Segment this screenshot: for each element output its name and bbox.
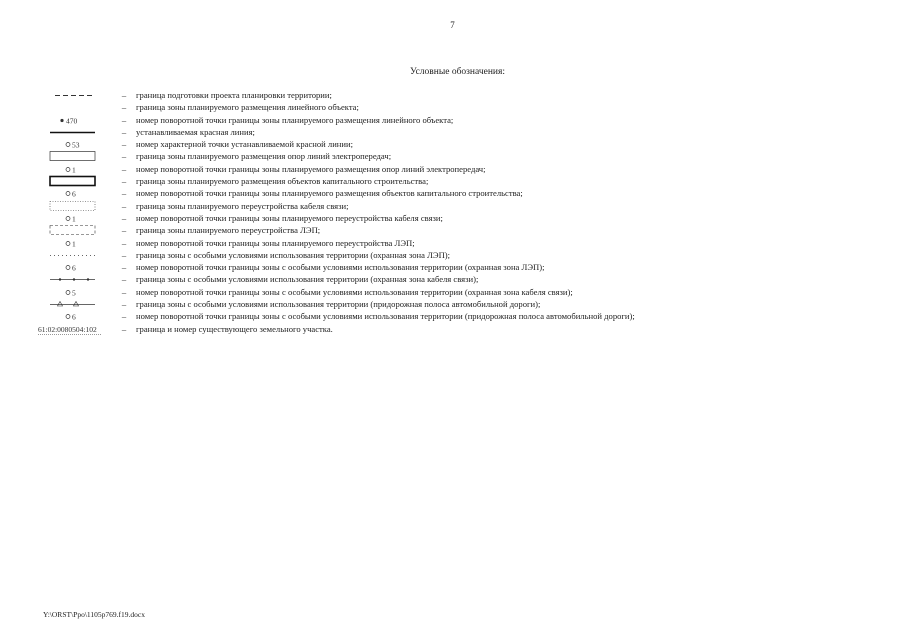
- legend-list: [38, 89, 718, 335]
- legend-text: номер поворотной точки границы зоны планируемого переустройства кабеля связи;: [136, 212, 443, 223]
- legend-dash: –: [121, 212, 127, 223]
- legend-row: [38, 310, 718, 322]
- legend-row: [38, 261, 718, 273]
- legend-row: [38, 187, 718, 199]
- thick-red-line-icon: [38, 126, 120, 138]
- legend-text: номер поворотной точки границы зоны планируемого переустройства ЛЭП;: [136, 237, 415, 248]
- legend-dash: –: [121, 90, 127, 100]
- point-number-label: 1: [72, 214, 76, 224]
- circle-point-icon: [38, 261, 120, 273]
- legend-dash: –: [121, 262, 127, 273]
- legend-text: граница зоны с особыми условиями использования территории (придорожная полоса автомобильной дороги);: [136, 299, 541, 310]
- legend-dash: –: [121, 286, 127, 297]
- legend-text: номер поворотной точки границы зоны с особыми условиями использования территории (придорожная полоса автомобильной дороги);: [136, 311, 635, 322]
- circle-point-icon: [38, 237, 120, 249]
- legend-dash: –: [121, 225, 127, 236]
- legend-text: граница подготовки проекта планировки территории;: [136, 90, 332, 100]
- legend-dash: –: [121, 163, 127, 174]
- legend-text: граница зоны планируемого размещения опор линий электропередач;: [136, 151, 392, 162]
- legend-dash: –: [121, 299, 127, 310]
- legend-text: граница зоны планируемого переустройства кабеля связи;: [136, 200, 349, 211]
- legend-dash: –: [121, 114, 127, 125]
- line-with-dots-icon: [38, 273, 120, 285]
- circle-point-icon: [38, 310, 120, 322]
- point-number-label: 1: [72, 238, 76, 248]
- legend-dash: –: [121, 237, 127, 248]
- page-number: 7: [450, 20, 455, 30]
- legend-dash: –: [121, 139, 127, 150]
- circle-point-icon: [38, 138, 120, 150]
- legend-text: граница и номер существующего земельного участка.: [136, 323, 333, 334]
- legend-dash: –: [121, 176, 127, 187]
- legend-text: номер поворотной точки границы зоны планируемого размещения опор линий электропередач;: [136, 163, 486, 174]
- dotted-line-icon: [38, 249, 120, 261]
- legend-text: номер характерной точки устанавливаемой красной линии;: [136, 139, 353, 150]
- legend-row: [38, 212, 718, 224]
- legend-row: [38, 286, 718, 298]
- legend-row: [38, 298, 718, 310]
- none-icon: [38, 101, 120, 113]
- legend-text: номер поворотной точки границы зоны планируемого размещения объектов капитального строительства;: [136, 188, 523, 199]
- parcel-number-label: 61:02:0080504:102: [38, 324, 97, 334]
- dotted-rectangle-icon: [38, 200, 120, 212]
- legend-row: [38, 323, 718, 335]
- legend-text: номер поворотной точки границы зоны планируемого размещения линейного объекта;: [136, 114, 454, 125]
- point-number-label: 6: [72, 312, 76, 322]
- legend-row: [38, 163, 718, 175]
- point-number-label: 470: [66, 115, 78, 125]
- legend-text: устанавливаемая красная линия;: [136, 126, 255, 137]
- legend-row: [38, 175, 718, 187]
- dot-point-icon: [38, 114, 120, 126]
- legend-title: Условные обозначения:: [409, 67, 505, 77]
- legend-row: [38, 200, 718, 212]
- point-number-label: 1: [72, 165, 76, 175]
- legend-row: [38, 249, 718, 261]
- point-number-label: 5: [72, 288, 76, 298]
- legend-row: [38, 273, 718, 285]
- legend-row: [38, 237, 718, 249]
- point-number-label: 6: [72, 263, 76, 273]
- circle-point-icon: [38, 163, 120, 175]
- legend-row: [38, 126, 718, 138]
- legend-dash: –: [121, 126, 127, 137]
- thin-rectangle-icon: [38, 150, 120, 162]
- legend-text: граница зоны планируемого переустройства ЛЭП;: [136, 225, 321, 236]
- legend-row: [38, 224, 718, 236]
- dashed-line-icon: [38, 89, 120, 101]
- point-number-label: 53: [72, 140, 80, 150]
- parcel-label-icon: [38, 323, 120, 335]
- circle-point-icon: [38, 187, 120, 199]
- legend-row: [38, 89, 718, 101]
- legend-row: [38, 101, 718, 113]
- point-number-label: 6: [72, 189, 76, 199]
- legend-dash: –: [121, 274, 127, 285]
- legend-dash: –: [121, 323, 127, 334]
- circle-point-icon: [38, 212, 120, 224]
- legend-text: номер поворотной точки границы зоны с особыми условиями использования территории (охранная зона кабеля связи);: [136, 286, 573, 297]
- line-with-triangles-icon: [38, 298, 120, 310]
- legend-dash: –: [121, 249, 127, 260]
- legend-text: граница зоны с особыми условиями использования территории (охранная зона ЛЭП);: [136, 249, 451, 260]
- legend-dash: –: [121, 200, 127, 211]
- legend-dash: –: [121, 102, 127, 113]
- legend-text: граница зоны с особыми условиями использования территории (охранная зона кабеля связи);: [136, 274, 479, 285]
- circle-point-icon: [38, 286, 120, 298]
- legend-row: [38, 138, 718, 150]
- legend-dash: –: [121, 151, 127, 162]
- legend-dash: –: [121, 311, 127, 322]
- dash-rectangle-icon: [38, 224, 120, 236]
- legend-row: [38, 114, 718, 126]
- footer-file-path: Y:\ORST\Ppo\1105p769.f19.docx: [43, 610, 145, 619]
- legend-dash: –: [121, 188, 127, 199]
- legend-text: номер поворотной точки границы зоны с особыми условиями использования территории (охранная зона ЛЭП);: [136, 262, 545, 273]
- legend-row: [38, 150, 718, 162]
- legend-text: граница зоны планируемого размещения объектов капитального строительства;: [136, 176, 429, 187]
- bold-rectangle-icon: [38, 175, 120, 187]
- legend-text: граница зоны планируемого размещения линейного объекта;: [136, 102, 359, 113]
